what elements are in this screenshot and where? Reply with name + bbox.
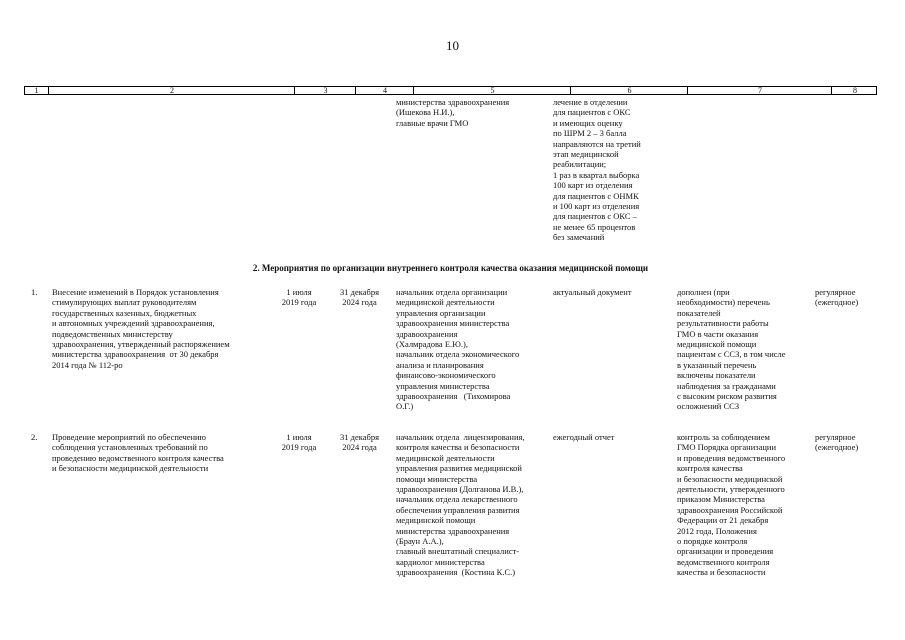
header-cell: 1 xyxy=(34,86,39,95)
row-number: 2. xyxy=(31,432,38,442)
row-periodicity: регулярное (ежегодное) xyxy=(815,287,859,308)
header-cell: 7 xyxy=(687,87,832,95)
header-cell: 6 xyxy=(570,87,688,95)
header-cell: 4 xyxy=(355,87,414,95)
row-name: Проведение мероприятий по обеспечению соблюдения установленных требований по проведению ведомственного контроля качества и безопасности медицинской деятельности xyxy=(52,432,224,474)
row-indicator: дополнен (при необходимости) перечень показателей результативности работы ГМО в части оказания медицинской помощи пациентам с ССЗ, в том числе в указанный перечень включены показатели наблюдения за гражданами с высоким риском развития осложнений ССЗ xyxy=(677,287,786,412)
header-cell: 8 xyxy=(831,87,878,95)
continuation-responsible: министерства здравоохранения (Ишекова Н.И.), главные врачи ГМО xyxy=(396,97,510,128)
row-end-date: 31 декабря 2024 года xyxy=(340,287,379,308)
row-start-date: 1 июля 2019 года xyxy=(281,432,317,453)
row-indicator: контроль за соблюдением ГМО Порядка организации и проведения ведомственного контроля качества и безопасности медицинской деятельности, утвержденного приказом Министерства здравоохранения Российской Федерации от 21 декабря 2012 года, Положения о порядке контроля организации и проведения ведомственного контроля качества и безопасности xyxy=(677,432,786,578)
row-responsible: начальник отдела лицензирования, контроля качества и безопасности медицинской деятельности управления развития медицинской помощи министерства здравоохранения (Долганова И.В.), начальник отдела лекарственного обеспечения управления развития медицинской помощи министерства здравоохранения (Браун А.А.), главный внештатный специалист- кардиолог министерства здравоохранения (Костина К.С.) xyxy=(396,432,525,578)
row-result: ежегодный отчет xyxy=(553,432,615,442)
row-start-date: 1 июля 2019 года xyxy=(281,287,317,308)
row-responsible: начальник отдела организации медицинской деятельности управления организации здравоохранения министерства здравоохранения (Халмрадова Е.Ю.), начальник отдела экономического анализа и планирования финансово-экономического управления министерства здравоохранения (Тихомирова О.Г.) xyxy=(396,287,520,412)
row-periodicity: регулярное (ежегодное) xyxy=(815,432,859,453)
page-number: 10 xyxy=(446,38,459,53)
row-name: Внесение изменений в Порядок установления стимулирующих выплат руководителям государственных казенных, бюджетных и автономных учреждений здравоохранения, подведомственных министерству здравоохранения, утвержденный распоряжением министерства здравоохранения от 30 декабря 2014 года № 112-ро xyxy=(52,287,230,370)
section-title: 2. Мероприятия по организации внутреннего контроля качества оказания медицинской помощи xyxy=(252,263,649,273)
table-header-row xyxy=(24,86,877,95)
continuation-result: лечение в отделении для пациентов с ОКС и имеющих оценку по ШРМ 2 – 3 балла направляются на третий этап медицинской реабилитации; 1 раз в квартал выборка 100 карт из отделения для пациентов с ОНМК и 100 карт из отделения для пациентов с ОКС – не менее 65 процентов без замечаний xyxy=(553,97,641,243)
header-cell: 2 xyxy=(48,87,295,95)
row-end-date: 31 декабря 2024 года xyxy=(340,432,379,453)
row-number: 1. xyxy=(31,287,38,297)
row-result: актуальный документ xyxy=(553,287,632,297)
header-cell: 5 xyxy=(413,87,571,95)
header-cell: 3 xyxy=(294,87,356,95)
